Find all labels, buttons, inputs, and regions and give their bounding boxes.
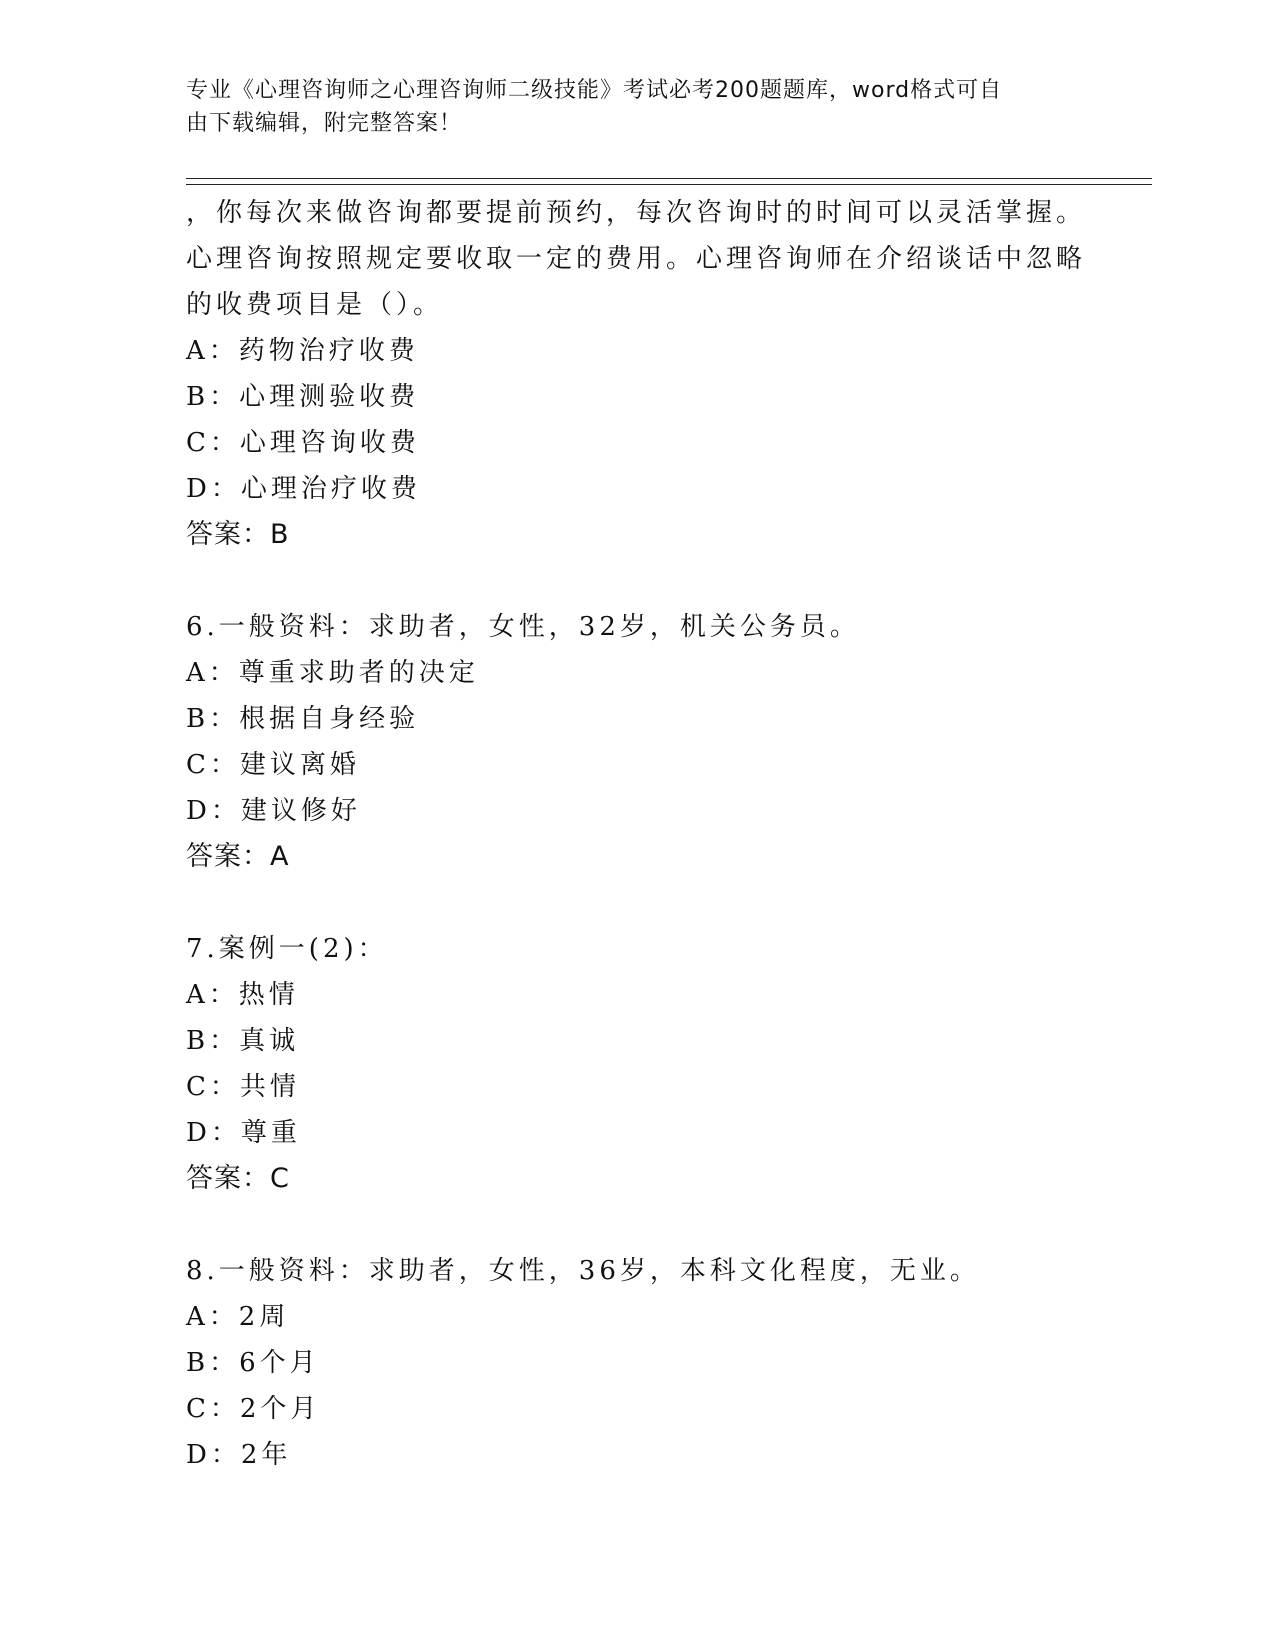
option-a: A：2周 <box>186 1302 290 1332</box>
answer-line: 答案：B <box>186 519 290 550</box>
header-line-2: 由下载编辑，附完整答案！ <box>186 111 463 136</box>
question-5-continuation <box>186 190 1087 558</box>
question-text-line: 心理咨询按照规定要收取一定的费用。心理咨询师在介绍谈话中忽略 <box>186 244 1087 274</box>
question-7 <box>186 926 1066 1202</box>
option-b: B：6个月 <box>186 1348 320 1378</box>
question-text-line: ，你每次来做咨询都要提前预约，每次咨询时的时间可以灵活掌握。 <box>186 198 1087 228</box>
answer-line: 答案：C <box>186 1163 290 1194</box>
option-b: B：心理测验收费 <box>186 382 420 412</box>
option-c: C：心理咨询收费 <box>186 428 420 458</box>
header-divider-bottom <box>186 184 1152 185</box>
question-8 <box>186 1248 1066 1478</box>
question-stem: 8.一般资料：求助者，女性，36岁，本科文化程度，无业。 <box>186 1256 980 1286</box>
option-a: A：热情 <box>186 980 299 1010</box>
option-d: D：尊重 <box>186 1118 301 1148</box>
document-header <box>186 74 1066 140</box>
option-c: C：2个月 <box>186 1394 321 1424</box>
option-b: B：根据自身经验 <box>186 704 420 734</box>
question-6 <box>186 604 1066 880</box>
question-stem: 7.案例一(2)： <box>186 934 388 964</box>
option-c: C：建议离婚 <box>186 750 360 780</box>
spacer <box>186 880 1066 926</box>
option-b: B：真诚 <box>186 1026 300 1056</box>
option-d: D：建议修好 <box>186 796 361 826</box>
spacer <box>186 558 1066 604</box>
option-d: D：2年 <box>186 1440 292 1470</box>
option-c: C：共情 <box>186 1072 300 1102</box>
question-stem: 6.一般资料：求助者，女性，32岁，机关公务员。 <box>186 612 860 642</box>
option-a: A：尊重求助者的决定 <box>186 658 479 688</box>
option-a: A：药物治疗收费 <box>186 336 419 366</box>
answer-line: 答案：A <box>186 841 290 872</box>
document-body <box>186 190 1087 1478</box>
option-d: D：心理治疗收费 <box>186 474 421 504</box>
question-text-line: 的收费项目是（）。 <box>186 290 444 320</box>
header-line-1: 专业《心理咨询师之心理咨询师二级技能》考试必考200题题库，word格式可自 <box>186 78 1003 103</box>
spacer <box>186 1202 1066 1248</box>
header-divider-top <box>186 178 1152 179</box>
